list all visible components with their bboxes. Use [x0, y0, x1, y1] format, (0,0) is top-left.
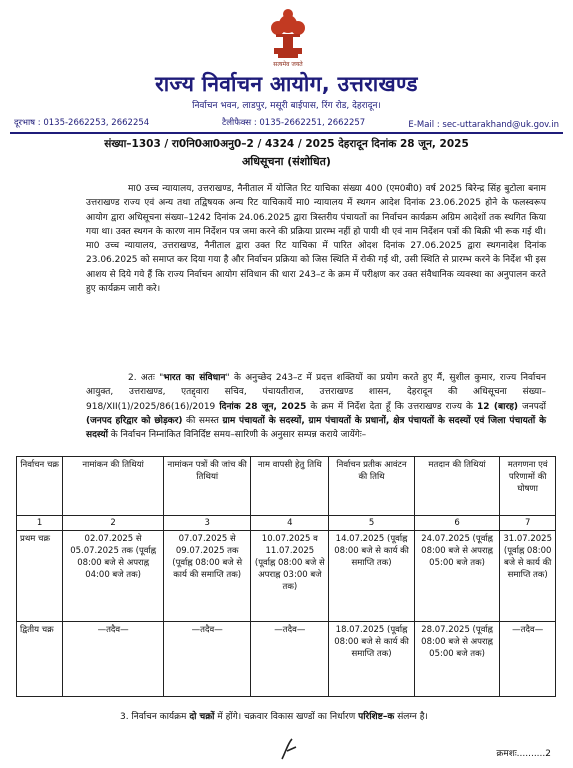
table-cell: 10.07.2025 व 11.07.2025 (पूर्वाह्न 08:00 बजे से अपराह्न 03:00 बजे तक)	[251, 531, 329, 622]
table-cell: 14.07.2025 (पूर्वाह्न 08:00 बजे से कार्य की समाप्ति तक)	[329, 531, 415, 622]
email-text: E-Mail : sec-uttarakhand@uk.gov.in	[408, 120, 559, 130]
page-title: राज्य निर्वाचन आयोग, उत्तराखण्ड	[155, 72, 418, 96]
contact-row	[14, 117, 559, 131]
column-header: नाम वापसी हेतु तिथि	[251, 457, 329, 516]
header-divider	[10, 132, 563, 134]
signature-mark-icon	[278, 737, 300, 763]
table-cell: —तदैव—	[163, 622, 250, 697]
column-number: 5	[329, 516, 415, 531]
table-cell: 31.07.2025 (पूर्वाह्न 08:00 बजे से कार्य की समाप्ति तक)	[500, 531, 556, 622]
column-number: 2	[63, 516, 164, 531]
table-number-row	[17, 516, 556, 531]
column-header: मतगणना एवं परिणामों की घोषणा	[500, 457, 556, 516]
column-header: नामांकन पत्रों की जांच की तिथियां	[163, 457, 250, 516]
emblem-caption: सत्यमेव जयते	[273, 61, 303, 68]
table-cell: —तदैव—	[63, 622, 164, 697]
page-continuation: क्रमशः..........2	[496, 749, 551, 759]
reference-number: संख्या–1303 / रा0नि0आ0अनु0–2 / 4324 / 2025 देहरादून दिनांक 28 जून, 2025	[104, 138, 469, 150]
table-cell: प्रथम चक्र	[17, 531, 63, 622]
election-schedule-table	[16, 456, 556, 697]
national-emblem-icon	[266, 6, 310, 62]
table-header-row	[17, 457, 556, 516]
paragraph-3: 3. निर्वाचन कार्यक्रम दो चक्रों में होंगे। चक्रवार विकास खण्डों का निर्धारण परिशिष्ट–क संलग्न है।	[120, 712, 428, 722]
notice-heading: अधिसूचना (संशोधित)	[242, 155, 331, 168]
table-row	[17, 622, 556, 697]
table-cell: 02.07.2025 से 05.07.2025 तक (पूर्वाह्न 08:00 बजे से अपराह्न 04:00 बजे तक)	[63, 531, 164, 622]
table-cell: 24.07.2025 (पूर्वाह्न 08:00 बजे से अपराह्न 05:00 बजे तक)	[414, 531, 500, 622]
column-header: नामांकन की तिथियां	[63, 457, 164, 516]
table-cell: द्वितीय चक्र	[17, 622, 63, 697]
fax-text: टैलीफैक्स : 0135-2662251, 2662257	[222, 118, 366, 128]
table-cell: —तदैव—	[251, 622, 329, 697]
column-number: 3	[163, 516, 250, 531]
table-cell: 07.07.2025 से 09.07.2025 तक (पूर्वाह्न 08:00 बजे से कार्य की समाप्ति तक)	[163, 531, 250, 622]
column-header: निर्वाचन प्रतीक आवंटन की तिथि	[329, 457, 415, 516]
column-header: मतदान की तिथियां	[414, 457, 500, 516]
table-cell: 18.07.2025 (पूर्वाह्न 08:00 बजे से कार्य की समाप्ति तक)	[329, 622, 415, 697]
paragraph-1: मा0 उच्च न्यायालय, उत्तराखण्ड, नैनीताल में योजित रिट याचिका संख्या 400 (एम0बी0) वर्ष 2025 बिरेन्द्र सिंह बुटोला बनाम उत्तराखण्ड राज्य एवं अन्य तथा तद्विषयक अन्य रिट याचिकायें मा0 न्यायालय में स्थगन आदेश दिनांक 23.06.2025 होने के फलस्वरूप आयोग द्वारा अधिसूचना संख्या–1242 दिनांक 24.06.2025 द्वारा त्रिस्तरीय पंचायतों का निर्वाचन कार्यक्रम अग्रिम आदेशों तक स्थगित किया गया था। उक्त स्थगन के कारण नाम निर्देशन पत्र जमा करने की प्रक्रिया प्रारम्भ नहीं हो पायी थी एवं नाम निर्देशन पत्रों की बिक्री भी रूक गई थी। मा0 उच्च न्यायालय, उत्तराखण्ड, नैनीताल द्वारा उक्त रिट याचिका में पारित ओदश दिनांक 27.06.2025 द्वारा स्थगनादेश दिनांक 23.06.2025 को समाप्त कर दिया गया है और निर्वाचन प्रक्रिया को जिस स्थिति में रोकी गई थी, उसी स्थिति से प्रारम्भ करने के निर्देश भी इस आशय से दिये गये हैं कि राज्य निर्वाचन आयोग संविधान की धारा 243–ट के क्रम में परीक्षण कर उक्त संवैधानिक व्यवस्था का अनुपालन करते हुए कार्यक्रम जारी करे।	[86, 184, 546, 295]
table-cell: 28.07.2025 (पूर्वाह्न 08:00 बजे से अपराह्न 05:00 बजे तक)	[414, 622, 500, 697]
table-row	[17, 531, 556, 622]
column-header: निर्वाचन चक्र	[17, 457, 63, 516]
column-number: 4	[251, 516, 329, 531]
paragraph-2: 2. अतः "भारत का संविधान" के अनुच्छेद 243–ट में प्रदत्त शक्तियों का प्रयोग करते हुए मैं, सुशील कुमार, राज्य निर्वाचन आयुक्त, उत्तराखण्ड, एतद्द्वारा सचिव, पंचायतीराज, उत्तराखण्ड शासन, देहरादून की अधिसूचना संख्या–918/XII(1)/2025/86(16)/2019 दिनांक 28 जून, 2025 के क्रम में निर्देश देता हूँ कि उत्तराखण्ड राज्य के 12 (बारह) जनपदों (जनपद हरिद्वार को छोड़कर) की समस्त ग्राम पंचायतों के सदस्यों, ग्राम पंचायतों के प्रधानों, क्षेत्र पंचायतों के सदस्यों एवं जिला पंचायतों के सदस्यों के निर्वाचन निम्नांकित विनिर्दिष्ट समय–सारिणी के अनुसार सम्पन्न कराये जायेंगेः–	[86, 373, 546, 441]
phone-text: दूरभाष : 0135-2662253, 2662254	[14, 118, 150, 128]
office-address: निर्वाचन भवन, लाडपुर, मसूरी बाईपास, रिंग रोड, देहरादून।	[192, 101, 381, 111]
column-number: 6	[414, 516, 500, 531]
table-cell: —तदैव—	[500, 622, 556, 697]
column-number: 7	[500, 516, 556, 531]
column-number: 1	[17, 516, 63, 531]
